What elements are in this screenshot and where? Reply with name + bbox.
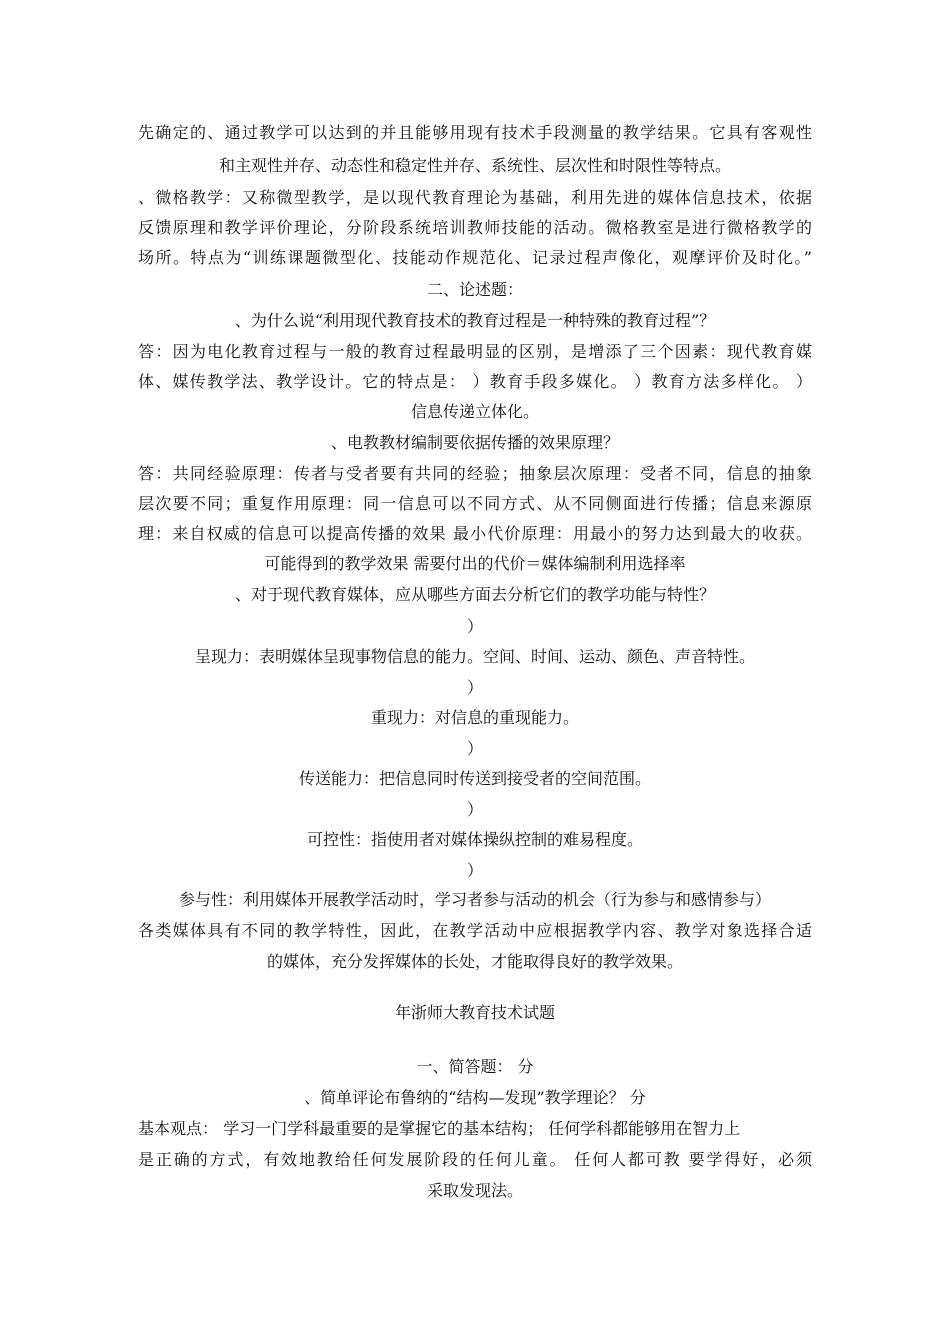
text-line: 先确定的、通过教学可以达到的并且能够用现有技术手段测量的教学结果。它具有客观性 bbox=[138, 123, 812, 142]
text-line: 基本观点： 学习一门学科最重要的是掌握它的基本结构； 任何学科都能够用在智力上 bbox=[138, 1119, 741, 1138]
list-marker: ） bbox=[466, 617, 483, 636]
list-item: 呈现力：表明媒体呈现事物信息的能力。空间、时间、运动、颜色、声音特性。 bbox=[194, 647, 755, 666]
text-line: 理：来自权威的信息可以提高传播的效果 最小代价原理：用最小的努力达到最大的收获。 bbox=[138, 524, 812, 543]
list-marker: ） bbox=[466, 678, 483, 697]
text-line: 答：因为电化教育过程与一般的教育过程最明显的区别，是增添了三个因素：现代教育媒 bbox=[138, 342, 812, 361]
list-marker: ） bbox=[466, 739, 483, 758]
text-line: 层次要不同；重复作用原理：同一信息可以不同方式、从不同侧面进行传播；信息来源原 bbox=[138, 494, 812, 513]
list-item: 参与性：利用媒体开展教学活动时，学习者参与活动的机会（行为参与和感情参与） bbox=[178, 890, 771, 909]
question-title: 、电教教材编制要依据传播的效果原理？ bbox=[330, 433, 619, 452]
section-heading: 二、论述题： bbox=[426, 280, 523, 299]
text-line: 采取发现法。 bbox=[426, 1181, 523, 1200]
list-marker: ） bbox=[466, 800, 483, 819]
text-line: 场所。特点为“训练课题微型化、技能动作规范化、记录过程声像化，观摩评价及时化。” bbox=[138, 248, 812, 267]
text-line: 各类媒体具有不同的教学特性，因此，在教学活动中应根据教学内容、教学对象选择合适 bbox=[138, 921, 812, 940]
text-line: 是正确的方式，有效地教给任何发展阶段的任何儿童。 任何人都可教 要学得好，必须 bbox=[138, 1150, 812, 1169]
list-item: 重现力：对信息的重现能力。 bbox=[370, 708, 579, 727]
question-title: 、对于现代教育媒体，应从哪些方面去分析它们的教学功能与特性？ bbox=[234, 585, 715, 604]
section-heading: 一、简答题： 分 bbox=[416, 1057, 534, 1076]
question-title: 、简单评论布鲁纳的“结构—发现”教学理论？ 分 bbox=[304, 1088, 646, 1107]
text-line: 的媒体，充分发挥媒体的长处，才能取得良好的教学效果。 bbox=[266, 952, 683, 971]
text-line: 信息传递立体化。 bbox=[410, 402, 539, 421]
list-marker: ） bbox=[466, 861, 483, 880]
exam-title: 年浙师大教育技术试题 bbox=[394, 1003, 555, 1022]
text-line: 、微格教学：又称微型教学，是以现代教育理论为基础，利用先进的媒体信息技术，依据 bbox=[138, 188, 812, 207]
formula-line: 可能得到的教学效果 需要付出的代价＝媒体编制利用选择率 bbox=[264, 554, 686, 573]
text-line: 反馈原理和教学评价理论，分阶段系统培训教师技能的活动。微格教室是进行微格教学的 bbox=[138, 218, 812, 237]
list-item: 传送能力：把信息同时传送到接受者的空间范围。 bbox=[298, 769, 651, 788]
list-item: 可控性：指使用者对媒体操纵控制的难易程度。 bbox=[306, 830, 643, 849]
question-title: 、为什么说“利用现代教育技术的教育过程是一种特殊的教育过程”？ bbox=[234, 311, 716, 330]
text-line: 和主观性并存、动态性和稳定性并存、系统性、层次性和时限性等特点。 bbox=[218, 156, 731, 175]
text-line: 体、媒传教学法、教学设计。它的特点是： ）教育手段多媒化。 ）教育方法多样化。 ） bbox=[138, 372, 812, 391]
text-line: 答：共同经验原理：传者与受者要有共同的经验；抽象层次原理：受者不同，信息的抽象 bbox=[138, 464, 812, 483]
